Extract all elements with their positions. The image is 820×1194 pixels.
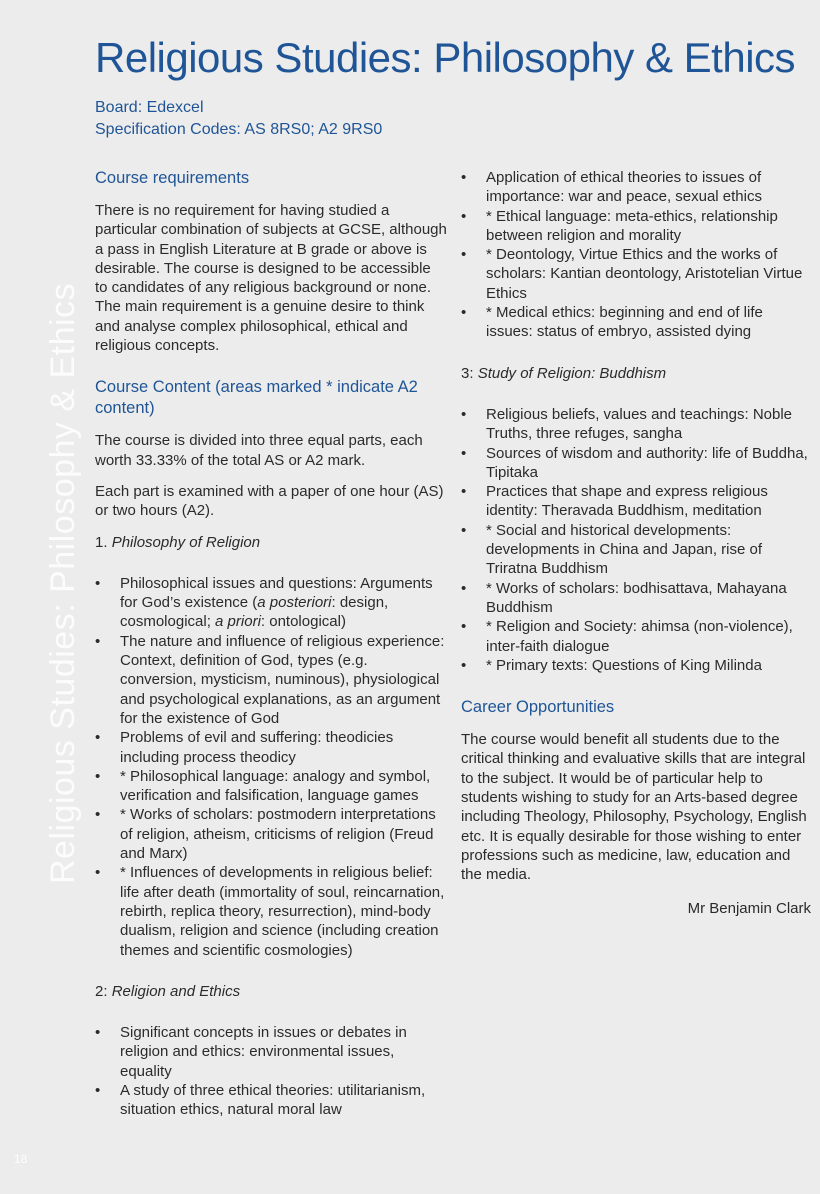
- course-requirements-text: There is no requirement for having studied a particular combination of subjects at GCSE, although a pass in English Literature at B grade or above is desirable. The course is designed to be accessible to candidates of any religious background or none. The main requirement is a genuine desire to think and analyse complex philosophical, ethical and religious concepts.: [95, 202, 447, 355]
- course-content-heading: Course Content (areas marked * indicate A2 content): [95, 378, 418, 418]
- list-item: • Practices that shape and express religious identity: Theravada Buddhism, meditation: [461, 482, 811, 521]
- part-1-list: [95, 574, 447, 960]
- course-content-paragraph-2: Each part is examined with a paper of one hour (AS) or two hours (A2).: [95, 482, 444, 520]
- list-item: • * Influences of developments in religious belief: life after death (immortality of soul, reincarnation, rebirth, replica theory, resurrection), mind-body dualism, religion and science (including creation themes and scientific cosmologies): [95, 863, 447, 959]
- list-item: • The nature and influence of religious experience: Context, definition of God, types (e.g. conversion, mysticism, numinous), physiological and psychological explanations, as an argument for the existence of God: [95, 632, 447, 728]
- course-meta: [95, 97, 382, 141]
- career-section: [461, 697, 811, 918]
- course-requirements-section: [95, 168, 447, 355]
- list-item: • * Works of scholars: bodhisattava, Mahayana Buddhism: [461, 579, 811, 618]
- author-signature: Mr Benjamin Clark: [687, 899, 811, 917]
- part-2-number: 2:: [95, 982, 108, 1000]
- part-1-title: Philosophy of Religion: [111, 533, 261, 551]
- list-item: • A study of three ethical theories: utilitarianism, situation ethics, natural moral law: [95, 1081, 447, 1120]
- list-item: • * Philosophical language: analogy and symbol, verification and falsification, language games: [95, 767, 447, 806]
- career-text: The course would benefit all students due to the critical thinking and evaluative skills that are integral to the subject. It would be of particular help to students wishing to study for an Arts-based degree including Theology, Philosophy, Psychology, English etc. It is equally desirable for those wishing to enter professions such as medicine, law, education and the media.: [461, 731, 807, 884]
- career-heading: Career Opportunities: [461, 698, 615, 717]
- list-item: • * Religion and Society: ahimsa (non-violence), inter-faith dialogue: [461, 617, 811, 656]
- exam-board: Board: Edexcel: [95, 99, 204, 116]
- specification-codes: Specification Codes: AS 8RS0; A2 9RS0: [95, 121, 383, 138]
- list-item: • * Ethical language: meta-ethics, relationship between religion and morality: [461, 207, 811, 246]
- part-2-list-right: [461, 168, 811, 342]
- part-3-heading: [461, 364, 811, 383]
- part-2-title: Religion and Ethics: [111, 982, 241, 1000]
- list-item: • * Social and historical developments: developments in China and Japan, rise of Triratna Buddhism: [461, 521, 811, 579]
- part-2-heading: [95, 982, 447, 1001]
- list-item: • * Medical ethics: beginning and end of life issues: status of embryo, assisted dying: [461, 303, 811, 342]
- list-item: • Significant concepts in issues or debates in religion and ethics: environmental issues, equality: [95, 1023, 447, 1081]
- part-3-number: 3:: [461, 364, 474, 382]
- side-watermark-text: Religious Studies: Philosophy & Ethics: [44, 282, 82, 884]
- part-2-list-left: [95, 1023, 447, 1119]
- part-3-list: [461, 405, 811, 675]
- list-item: • Philosophical issues and questions: Arguments for God’s existence (a posteriori: design, cosmological; a priori: ontological): [95, 574, 447, 632]
- course-content-section: [95, 377, 447, 1119]
- part-1-heading: [95, 533, 447, 552]
- list-item: • Problems of evil and suffering: theodicies including process theodicy: [95, 728, 447, 767]
- part-3-title: Study of Religion: Buddhism: [477, 364, 667, 382]
- list-item: • Religious beliefs, values and teachings: Noble Truths, three refuges, sangha: [461, 405, 811, 444]
- course-content-paragraph-1: The course is divided into three equal parts, each worth 33.33% of the total AS or A2 mark.: [95, 432, 423, 469]
- list-item: • Application of ethical theories to issues of importance: war and peace, sexual ethics: [461, 168, 811, 207]
- list-item: • * Deontology, Virtue Ethics and the works of scholars: Kantian deontology, Aristotelian Virtue Ethics: [461, 245, 811, 303]
- list-item: • * Works of scholars: postmodern interpretations of religion, atheism, criticisms of religion (Freud and Marx): [95, 805, 447, 863]
- part-1-number: 1.: [95, 533, 108, 551]
- page-number: 18: [14, 1152, 28, 1166]
- course-requirements-heading: Course requirements: [95, 169, 250, 187]
- side-watermark: [0, 0, 82, 1194]
- list-item: • * Primary texts: Questions of King Milinda: [461, 656, 811, 675]
- list-item: • Sources of wisdom and authority: life of Buddha, Tipitaka: [461, 444, 811, 483]
- left-column: [95, 168, 447, 1142]
- page-title: Religious Studies: Philosophy & Ethics: [95, 34, 796, 81]
- right-column: [461, 168, 811, 918]
